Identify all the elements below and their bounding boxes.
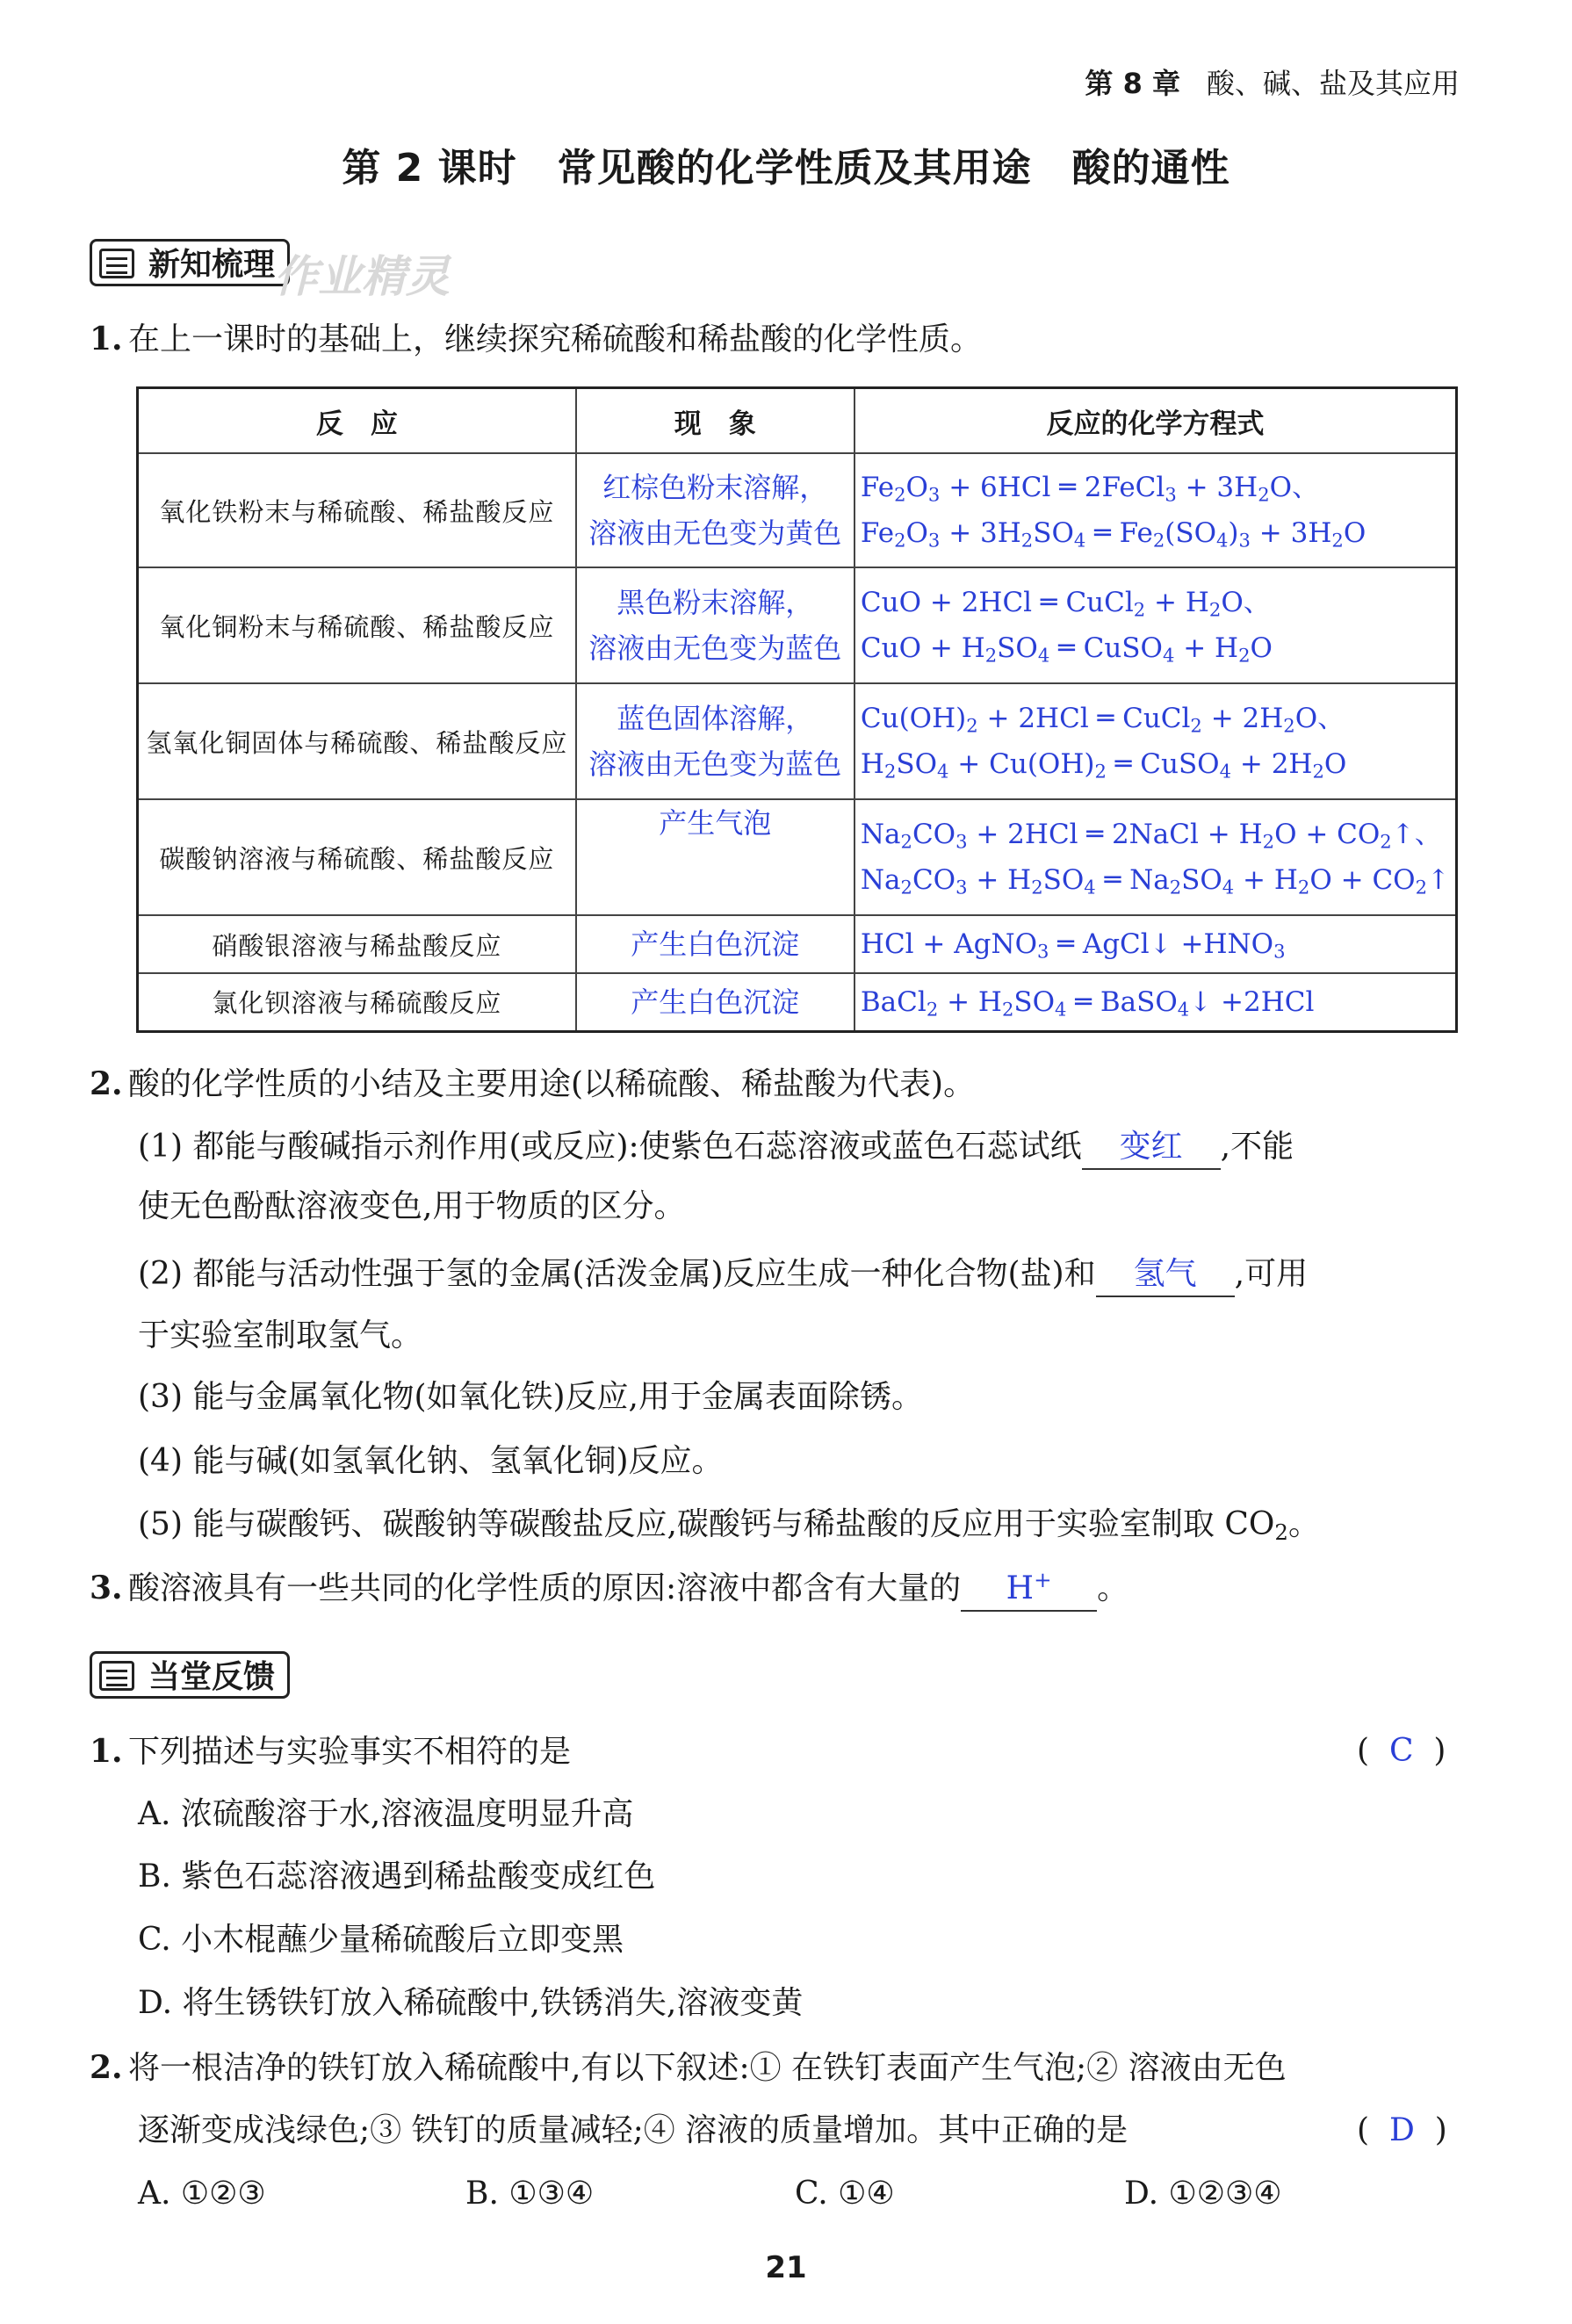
answer-text: 氢气 [1133, 1256, 1197, 1292]
equation-line: BaCl$_2$ + $H_2SO_4$ ═ BaSO$_4$↓ +2HCl [860, 985, 1315, 1021]
feedback-question-1 [90, 1730, 571, 1773]
feedback-question-2 [90, 2046, 1287, 2089]
question-number: 1. [90, 1733, 123, 1770]
option-c: C. 小木棍蘸少量稀硫酸后立即变黑 [138, 1922, 624, 1958]
col-header-equation: 反应的化学方程式 [855, 388, 1457, 454]
option-c: C. ①④ [795, 2176, 895, 2212]
q2-item-3: (3) 能与金属氧化物(如氧化铁)反应,用于金属表面除锈。 [138, 1379, 923, 1415]
question-number: 3. [90, 1570, 123, 1606]
answer-bracket: ( D ) [1357, 2112, 1447, 2148]
phenomenon-cell [576, 973, 855, 1031]
q2-item-2 [138, 1253, 1308, 1297]
phenomenon-cell [576, 799, 855, 915]
answer-choice: C [1388, 1733, 1414, 1769]
phenomenon-line: 红棕色粉末溶解， [602, 471, 828, 504]
reaction-cell: 氢氧化铜固体与稀硫酸、稀盐酸反应 [138, 683, 576, 799]
phenomenon-cell [576, 915, 855, 973]
equation-line: $H_2SO_4 + Cu(OH)_2$ ═ CuSO$_4$ + $2H_2O$ [860, 748, 1347, 783]
answer-blank [1096, 1253, 1235, 1297]
lesson-title-part2: 常见酸的化学性质及其用途 [557, 146, 1032, 191]
chapter-title: 酸、碱、盐及其应用 [1206, 67, 1460, 100]
answer-text [1006, 1567, 1052, 1606]
option-a: A. 浓硫酸溶于水,溶液温度明显升高 [138, 1796, 634, 1832]
notebook-icon [99, 249, 134, 278]
reaction-table [136, 386, 1458, 1033]
equation-line: CuO + 2HCl ═ CuCl$_2$ + $H_2O$、 [860, 587, 1271, 621]
col-header-phenomenon: 现 象 [576, 388, 855, 454]
answer-bracket: ( C ) [1357, 1733, 1446, 1769]
reaction-cell: 氧化铁粉末与稀硫酸、稀盐酸反应 [138, 453, 576, 567]
q2-item-1-text: (1) 都能与酸碱指示剂作用(或反应):使紫色石蕊溶液或蓝色石蕊试纸 [138, 1129, 1082, 1165]
q2-item-2-cont: 于实验室制取氢气。 [138, 1317, 423, 1353]
option-b: B. ①③④ [465, 2176, 595, 2212]
equation-line: $Fe_2O_3 + 3H_2SO_4$ ═ $Fe_2(SO_4)_3 + 3H_2O$ [860, 517, 1366, 552]
phenomenon-line: 溶液由无色变为黄色 [588, 516, 842, 550]
q2-item-1 [138, 1126, 1294, 1170]
question-text: 酸的化学性质的小结及主要用途(以稀硫酸、稀盐酸为代表)。 [128, 1066, 976, 1102]
answer-choice: D [1388, 2112, 1415, 2148]
phenomenon-line: 产生白色沉淀 [631, 985, 800, 1019]
reaction-cell: 氧化铜粉末与稀硫酸、稀盐酸反应 [138, 567, 576, 683]
pencil-note-icon [99, 1661, 134, 1691]
q2-item-5-end: 。 [1287, 1506, 1320, 1542]
question-2 [90, 1063, 975, 1106]
section-feedback [90, 1651, 290, 1699]
q2-item-5 [138, 1504, 1320, 1546]
table-row [138, 453, 1457, 567]
lesson-title-part3: 酸的通性 [1071, 146, 1230, 191]
equation-line: $Na_2CO_3 + 2HCl$ ═ 2NaCl + $H_2O$ + $CO_2↑$、 [860, 819, 1442, 853]
equation-cell [855, 683, 1457, 799]
phenomenon-line: 黑色粉末溶解， [617, 586, 814, 619]
question-end: 。 [1097, 1570, 1129, 1606]
question-text: 在上一课时的基础上，继续探究稀硫酸和稀盐酸的化学性质。 [128, 321, 983, 357]
question-number: 1. [90, 321, 123, 357]
answer-main: H [1006, 1570, 1035, 1606]
equation-line: HCl + AgNO$_3$ ═ AgCl↓ $+HNO_3$ [860, 928, 1286, 963]
superscript: + [1034, 1567, 1052, 1592]
question-text-line1: 将一根洁净的铁钉放入稀硫酸中,有以下叙述:① 在铁钉表面产生气泡;② 溶液由无色 [128, 2050, 1287, 2086]
table-header-row [138, 388, 1457, 454]
reaction-cell: 氯化钡溶液与稀硫酸反应 [138, 973, 576, 1031]
table-row [138, 915, 1457, 973]
table-row [138, 973, 1457, 1031]
answer-text: 变红 [1119, 1129, 1183, 1165]
question-text: 酸溶液具有一些共同的化学性质的原因:溶液中都含有大量的 [128, 1570, 962, 1606]
col-header-reaction: 反 应 [138, 388, 576, 454]
equation-line: $Cu(OH)_2 + 2HCl$ ═ CuCl$_2$ + $2H_2O$、 [860, 703, 1345, 737]
equation-line: $Na_2CO_3 + H_2SO_4$ ═ $Na_2SO_4 + H_2O$ + $CO_2↑$ [860, 864, 1450, 899]
phenomenon-line: 产生气泡 [659, 806, 772, 840]
equation-line: CuO + $H_2SO_4$ ═ CuSO$_4$ + $H_2O$ [860, 632, 1273, 667]
phenomenon-line [582, 846, 848, 891]
page-number: 21 [765, 2250, 807, 2285]
option-a: A. ①②③ [138, 2176, 266, 2212]
equation-line: $Fe_2O_3 + 6HCl$ ═ 2FeCl$_3$ + $3H_2O$、 [860, 472, 1320, 506]
phenomenon-cell [576, 683, 855, 799]
question-text: 下列描述与实验事实不相符的是 [128, 1734, 572, 1770]
table-row [138, 567, 1457, 683]
phenomenon-line: 产生白色沉淀 [631, 927, 800, 961]
q2-item-1-cont: 使无色酚酞溶液变色,用于物质的区分。 [138, 1188, 686, 1224]
reaction-cell: 硝酸银溶液与稀盐酸反应 [138, 915, 576, 973]
equation-cell [855, 915, 1457, 973]
answer-blank [1082, 1126, 1221, 1170]
q2-item-2-tail: ,可用 [1234, 1256, 1309, 1292]
chapter-number: 第 8 章 [1085, 67, 1180, 100]
option-d: D. ①②③④ [1124, 2176, 1282, 2212]
q2-item-5-text: (5) 能与碳酸钙、碳酸钠等碳酸盐反应,碳酸钙与稀盐酸的反应用于实验室制取 CO [138, 1506, 1275, 1542]
subscript: 2 [1274, 1519, 1288, 1546]
section-label: 当堂反馈 [148, 1659, 276, 1695]
section-new-knowledge [90, 239, 290, 286]
equation-cell [855, 567, 1457, 683]
q2-item-4: (4) 能与碱(如氢氧化钠、氢氧化铜)反应。 [138, 1443, 724, 1479]
section-label: 新知梳理 [148, 247, 276, 283]
equation-cell [855, 973, 1457, 1031]
question-1 [90, 318, 982, 361]
feedback-question-2-cont: 逐渐变成浅绿色;③ 铁钉的质量减轻;④ 溶液的质量增加。其中正确的是 [138, 2112, 1129, 2148]
table-row [138, 799, 1457, 915]
question-number: 2. [90, 1065, 123, 1102]
reaction-cell: 碳酸钠溶液与稀硫酸、稀盐酸反应 [138, 799, 576, 915]
q2-item-1-tail: ,不能 [1220, 1129, 1294, 1165]
question-3 [90, 1567, 1129, 1612]
table-row [138, 683, 1457, 799]
answer-blank [961, 1568, 1097, 1612]
equation-cell [855, 453, 1457, 567]
question-number: 2. [90, 2049, 123, 2086]
equation-cell [855, 799, 1457, 915]
phenomenon-line: 溶液由无色变为蓝色 [588, 632, 842, 665]
option-b: B. 紫色石蕊溶液遇到稀盐酸变成红色 [138, 1858, 656, 1895]
watermark: 作业精灵 [274, 251, 450, 302]
q2-item-2-text: (2) 都能与活动性强于氢的金属(活泼金属)反应生成一种化合物(盐)和 [138, 1256, 1096, 1292]
phenomenon-cell [576, 453, 855, 567]
option-d: D. 将生锈铁钉放入稀硫酸中,铁锈消失,溶液变黄 [138, 1985, 804, 2021]
phenomenon-cell [576, 567, 855, 683]
lesson-title [0, 136, 1572, 192]
phenomenon-line: 溶液由无色变为蓝色 [588, 747, 842, 781]
chapter-header [1085, 61, 1460, 102]
lesson-title-part1: 第 2 课时 [342, 146, 517, 191]
phenomenon-line: 蓝色固体溶解， [617, 702, 814, 735]
